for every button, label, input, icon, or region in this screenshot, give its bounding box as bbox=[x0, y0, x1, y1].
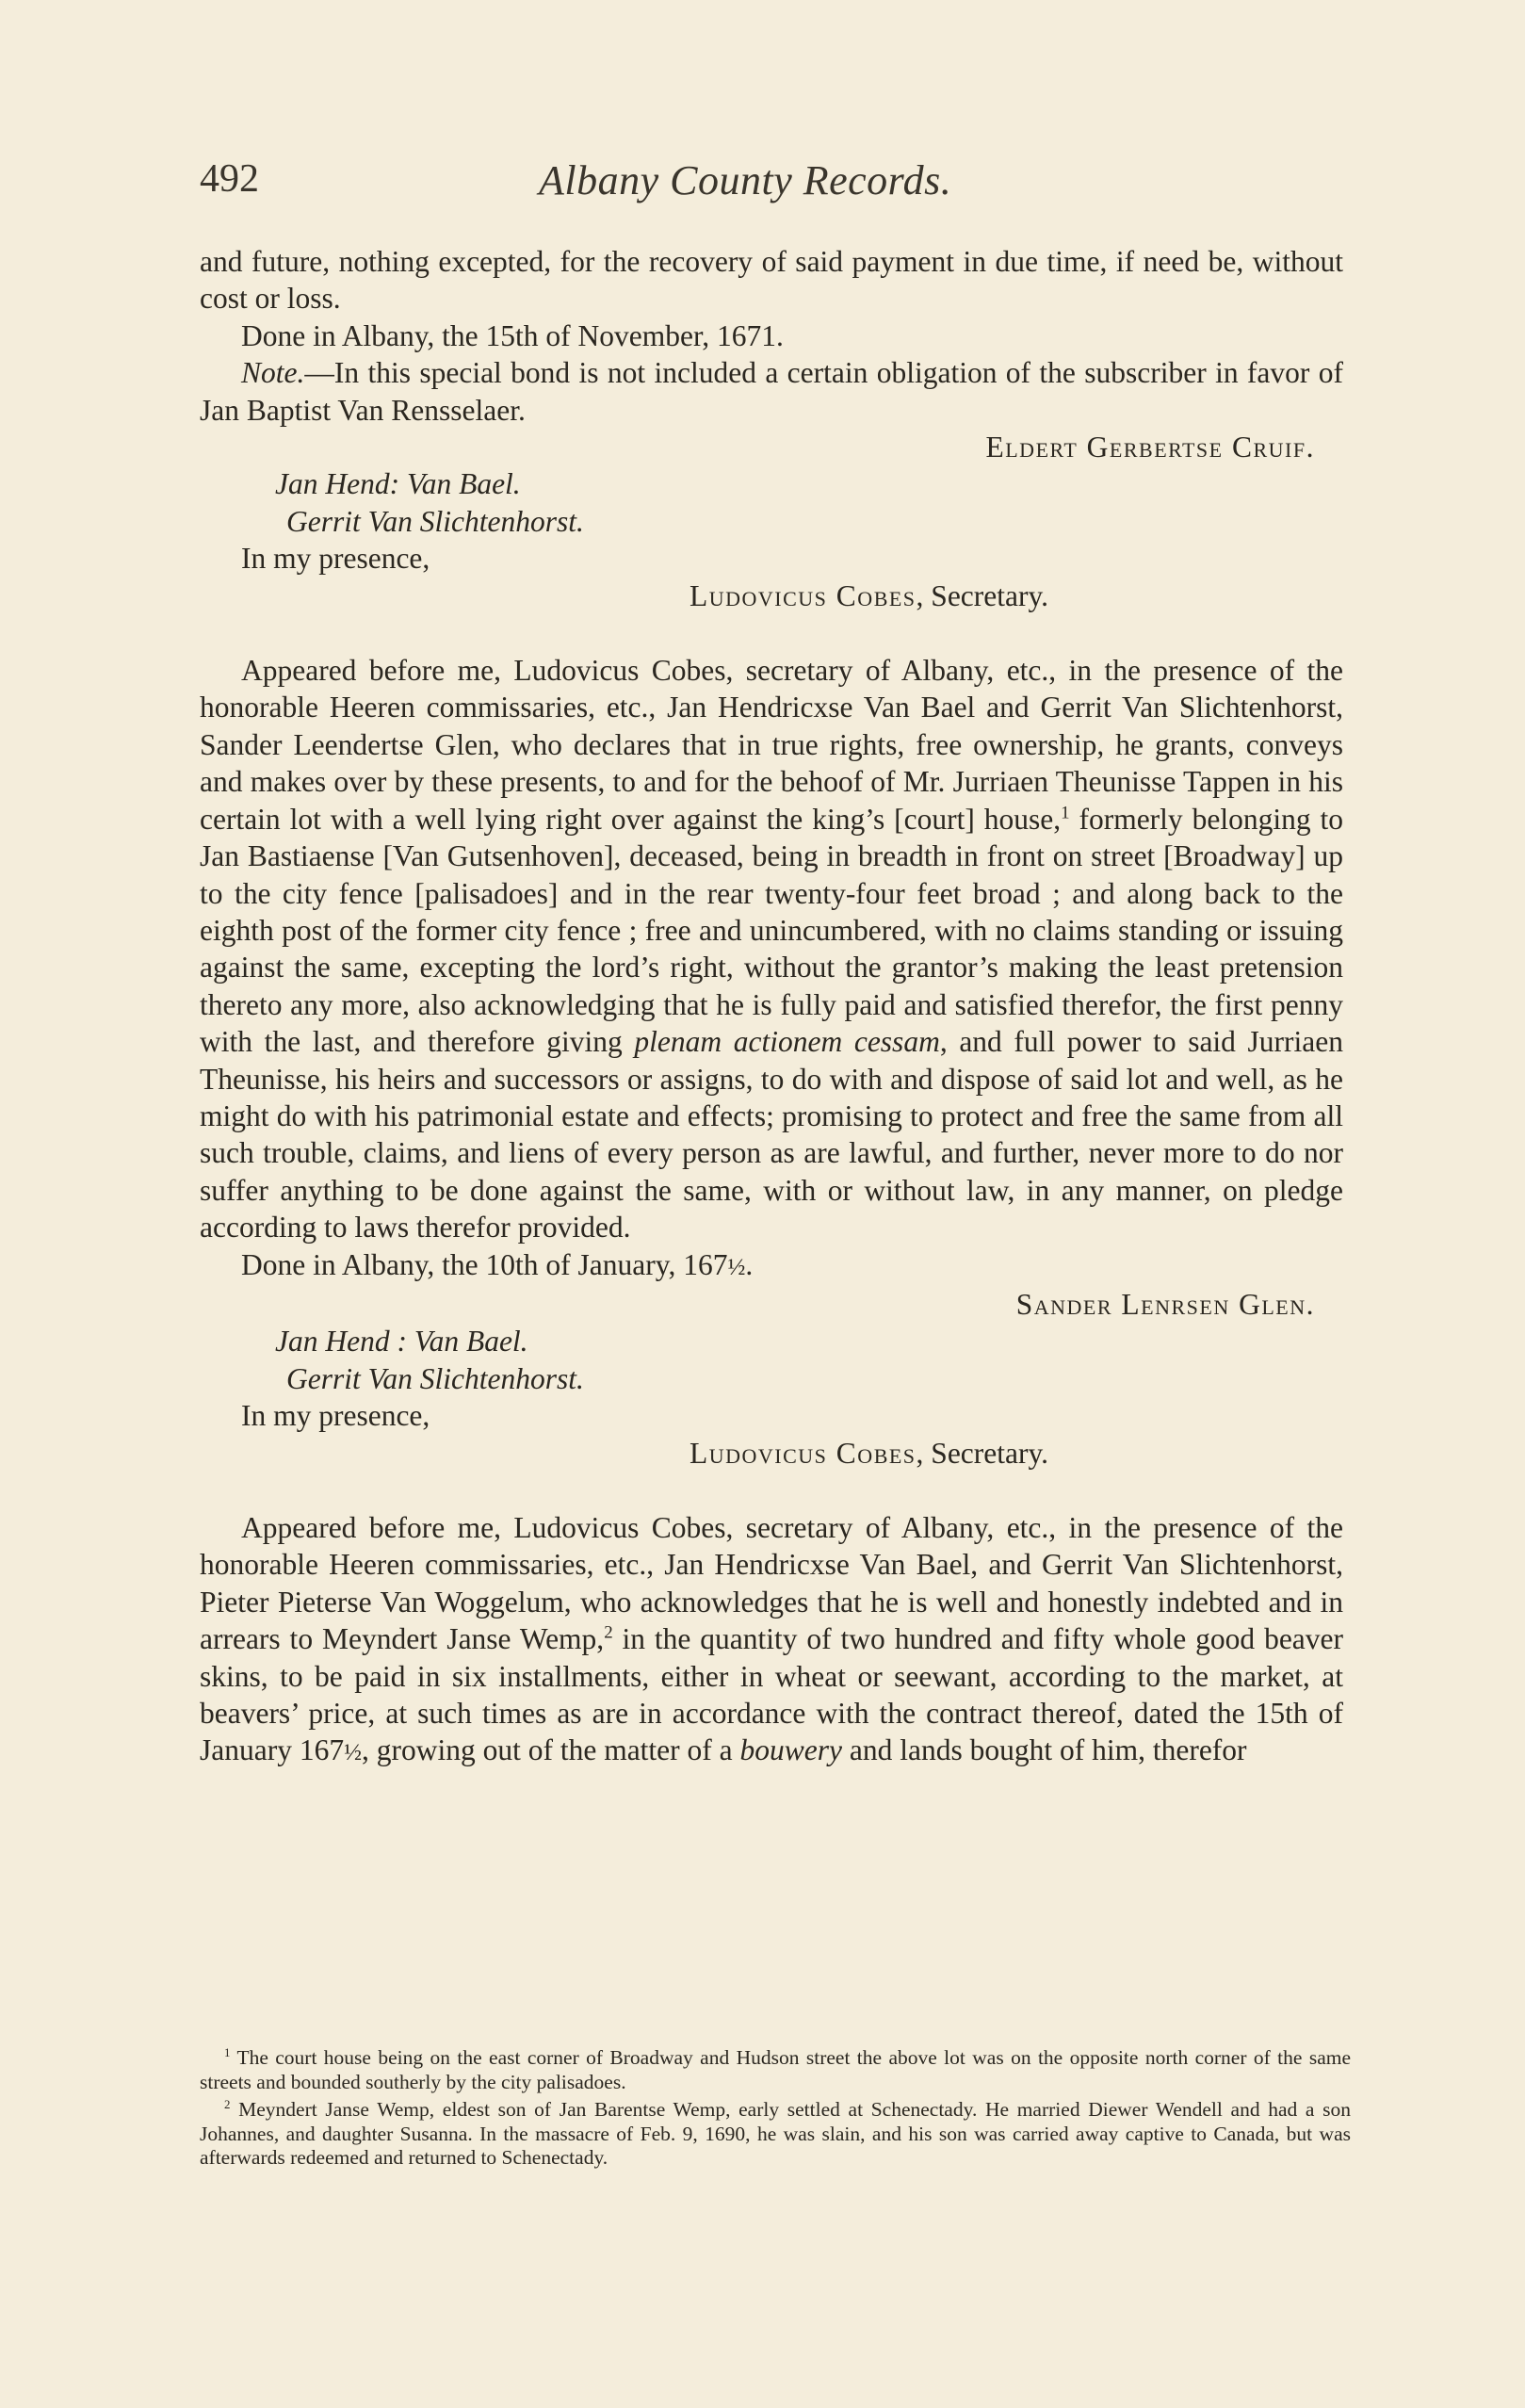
fraction: ½ bbox=[727, 1254, 746, 1280]
secretary-signature bbox=[200, 1435, 1343, 1472]
text-run: formerly belonging to Jan Bastiaense [Van Gutsenhoven], deceased, being in breadth in front on street [Broadway] up to the city fence [palisadoes] and in the rear twenty-four feet broad ; and along back to the eighth post of the former city fence ; free and unincumbered, with no claims standing or issuing against the same, excepting the lord’s right, without the grantor’s making the least pretension thereto any more, also acknowledging that he is fully paid and satisfied therefor, the first penny with the last, and therefore giving bbox=[200, 802, 1343, 1059]
footnote bbox=[200, 2098, 1351, 2171]
text-run: and lands bought of him, therefor bbox=[842, 1733, 1247, 1767]
presence-line: In my presence, bbox=[241, 1399, 430, 1433]
secretary-title: , Secretary. bbox=[916, 578, 1049, 612]
done-line: Done in Albany, the 15th of November, 1671. bbox=[241, 318, 784, 352]
footnote-mark: 1 bbox=[224, 2045, 231, 2059]
footnote-ref: 1 bbox=[1061, 803, 1070, 823]
presence-line: In my presence, bbox=[241, 542, 430, 576]
page-header bbox=[200, 156, 1353, 213]
record-eldert-cruif bbox=[200, 243, 1343, 614]
secretary-name: Ludovicus Cobes bbox=[689, 1436, 917, 1470]
footnotes bbox=[200, 2046, 1351, 2174]
fraction: ½ bbox=[344, 1740, 362, 1766]
footnote-ref: 2 bbox=[604, 1622, 613, 1643]
text-run: Appeared before me, Ludovicus Cobes, secretary of Albany, etc., in the presence of the honorable Heeren commissaries, etc., Jan Hendricxse Van Bael, and Gerrit Van Slichtenhorst, Pieter Pieterse Van Woggelum, who acknowledges that he is well and honestly indebted and in arrears to Meyndert Janse Wemp, bbox=[200, 1511, 1343, 1656]
text-run: , and full power to said Jurriaen Theunisse, his heirs and successors or assigns, to do with and dispose of said lot and well, as he might do with his patrimonial estate and effects; promising to protect and free the same from all such trouble, claims, and liens of every person as are lawful, and further, never more to do nor suffer anything to be done against the same, with or without law, in any manner, on pledge according to laws therefor provided. bbox=[200, 1025, 1343, 1245]
witness-name: Jan Hend : Van Bael. bbox=[275, 1325, 528, 1359]
latin-phrase: plenam actionem cessam bbox=[634, 1025, 940, 1059]
witness-name: Gerrit Van Slichtenhorst. bbox=[286, 1361, 584, 1395]
note-paragraph bbox=[200, 354, 1343, 429]
main-text bbox=[200, 243, 1343, 1772]
text-run: . bbox=[745, 1247, 754, 1281]
text-run: Appeared before me, Ludovicus Cobes, secretary of Albany, etc., in the presence of the honorable Heeren commissaries, etc., Jan Hendricxse Van Bael and Gerrit Van Slichtenhorst, Sander Leendertse Glen, who declares that in true rights, free ownership, he grants, conveys and makes over by these presents, to and for the behoof of Mr. Jurriaen Theunisse Tappen in his certain lot with a well lying right over against the king’s [court] house, bbox=[200, 654, 1343, 836]
note-text: —In this special bond is not included a certain obligation of the subscriber in favor of Jan Baptist Van Rensselaer. bbox=[200, 356, 1343, 427]
footnote-mark: 2 bbox=[224, 2097, 231, 2111]
record-sander-glen bbox=[200, 652, 1343, 1472]
secretary-name: Ludovicus Cobes bbox=[689, 578, 917, 612]
text-run: Done in Albany, the 10th of January, 167 bbox=[241, 1247, 728, 1281]
record-pieter-van-woggelum bbox=[200, 1509, 1343, 1772]
secretary-signature bbox=[200, 578, 1343, 614]
footnote bbox=[200, 2046, 1351, 2094]
italic-term: bouwery bbox=[739, 1733, 842, 1767]
page-number: 492 bbox=[200, 157, 259, 201]
paragraph bbox=[200, 1509, 1343, 1772]
signer-name: Sander Lenrsen Glen. bbox=[1015, 1287, 1315, 1321]
paragraph: and future, nothing excepted, for the recovery of said payment in due time, if need be, without cost or loss. bbox=[200, 245, 1343, 316]
witness-name: Gerrit Van Slichtenhorst. bbox=[286, 504, 584, 538]
running-head: Albany County Records. bbox=[539, 157, 952, 203]
footnote-text: Meyndert Janse Wemp, eldest son of Jan Barentse Wemp, early settled at Schenectady. He married Diewer Wendell and had a son Johannes, and daughter Susanna. In the massacre of Feb. 9, 1690, he was slain, and his son was carried away captive to Canada, but was afterwards redeemed and returned to Schenectady. bbox=[200, 2098, 1351, 2169]
done-line bbox=[200, 1246, 1343, 1286]
paragraph bbox=[200, 652, 1343, 1246]
witness-name: Jan Hend: Van Bael. bbox=[275, 467, 521, 501]
note-label: Note. bbox=[241, 356, 305, 390]
text-run: in the quantity of two hundred and fifty whole good beaver skins, to be paid in six installments, either in wheat or seewant, according to the market, at beavers’ price, at such times as are in accordance with the contract thereof, dated the 15th of January 167 bbox=[200, 1622, 1343, 1767]
secretary-title: , Secretary. bbox=[916, 1436, 1049, 1470]
text-run: , growing out of the matter of a bbox=[361, 1733, 740, 1767]
footnote-text: The court house being on the east corner of Broadway and Hudson street the above lot was on the opposite north corner of the same streets and bounded southerly by the city palisadoes. bbox=[200, 2046, 1351, 2093]
signer-name: Eldert Gerbertse Cruif. bbox=[985, 431, 1315, 464]
